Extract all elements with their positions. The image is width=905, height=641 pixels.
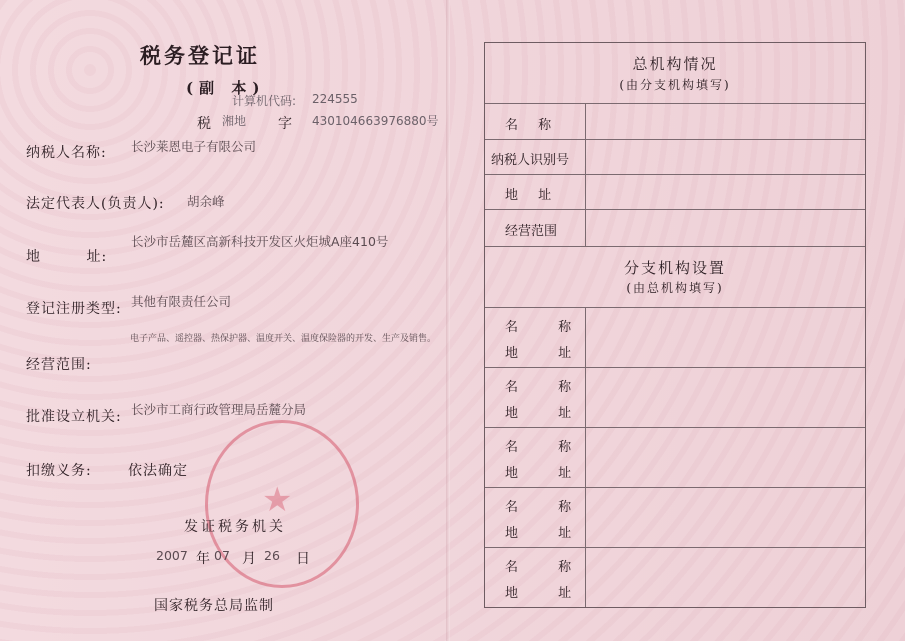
branch-1-address-label: 地 址 bbox=[505, 346, 590, 361]
branch-4-address-label: 地 址 bbox=[505, 526, 590, 541]
page-fold bbox=[446, 0, 450, 641]
computer-code-label: 计算机代码: bbox=[232, 94, 297, 108]
branch-1-name-label: 名 称 bbox=[505, 320, 590, 335]
address-value: 长沙市岳麓区高新科技开发区火炬城A座410号 bbox=[131, 234, 389, 249]
issue-month: 07 bbox=[214, 548, 230, 563]
issue-day: 26 bbox=[264, 548, 280, 563]
head-scope-label: 经营范围 bbox=[505, 224, 558, 239]
tax-word-stamp: 湘地 bbox=[222, 114, 247, 128]
branch-2-address-label: 地 址 bbox=[505, 406, 590, 421]
head-address-label: 地 址 bbox=[505, 188, 560, 203]
issue-year-unit: 年 bbox=[196, 551, 211, 567]
branch-4-name-label: 名 称 bbox=[505, 500, 590, 515]
branch-5-name-label: 名 称 bbox=[505, 560, 590, 575]
tax-word-suffix: 字 bbox=[278, 116, 293, 132]
supervisor-note: 国家税务总局监制 bbox=[154, 598, 274, 614]
business-scope-value: 电子产品、遥控器、热保护器、温度开关、温度保险器的开发、生产及销售。 bbox=[130, 334, 437, 344]
tax-number: 430104663976880号 bbox=[312, 114, 439, 128]
head-name-label: 名 称 bbox=[505, 118, 560, 133]
issuing-authority-label: 发证税务机关 bbox=[184, 519, 286, 535]
approval-authority-value: 长沙市工商行政管理局岳麓分局 bbox=[131, 402, 307, 417]
branch-3-address-label: 地 址 bbox=[505, 466, 590, 481]
computer-code-value: 224555 bbox=[312, 92, 358, 106]
taxpayer-name-value: 长沙莱恩电子有限公司 bbox=[131, 139, 257, 154]
approval-authority-label: 批准设立机关: bbox=[26, 409, 122, 425]
business-scope-label: 经营范围: bbox=[26, 357, 92, 373]
withholding-value: 依法确定 bbox=[128, 463, 188, 479]
certificate-subtitle: (副 本) bbox=[186, 79, 266, 97]
head-taxid-label: 纳税人识别号 bbox=[491, 153, 570, 168]
issue-month-unit: 月 bbox=[242, 551, 257, 567]
issue-year: 2007 bbox=[156, 548, 188, 563]
address-label: 地 址: bbox=[26, 249, 108, 265]
certificate-title: 税务登记证 bbox=[140, 43, 260, 68]
branch-info-table bbox=[484, 42, 866, 608]
tax-word-prefix: 税 bbox=[197, 116, 212, 132]
registration-type-label: 登记注册类型: bbox=[26, 301, 122, 317]
legal-rep-value: 胡余峰 bbox=[187, 194, 225, 209]
branch-setup-subtitle: (由总机构填写) bbox=[626, 281, 724, 295]
head-office-title: 总机构情况 bbox=[632, 55, 718, 73]
seal-star-icon: ★ bbox=[262, 480, 293, 520]
taxpayer-name-label: 纳税人名称: bbox=[26, 145, 107, 161]
legal-rep-label: 法定代表人(负责人): bbox=[26, 196, 165, 212]
withholding-label: 扣缴义务: bbox=[26, 463, 92, 479]
registration-type-value: 其他有限责任公司 bbox=[131, 294, 232, 309]
branch-3-name-label: 名 称 bbox=[505, 440, 590, 455]
branch-5-address-label: 地 址 bbox=[505, 586, 590, 601]
branch-2-name-label: 名 称 bbox=[505, 380, 590, 395]
head-office-subtitle: (由分支机构填写) bbox=[619, 78, 731, 92]
branch-setup-title: 分支机构设置 bbox=[623, 259, 726, 277]
issue-day-unit: 日 bbox=[296, 551, 311, 567]
